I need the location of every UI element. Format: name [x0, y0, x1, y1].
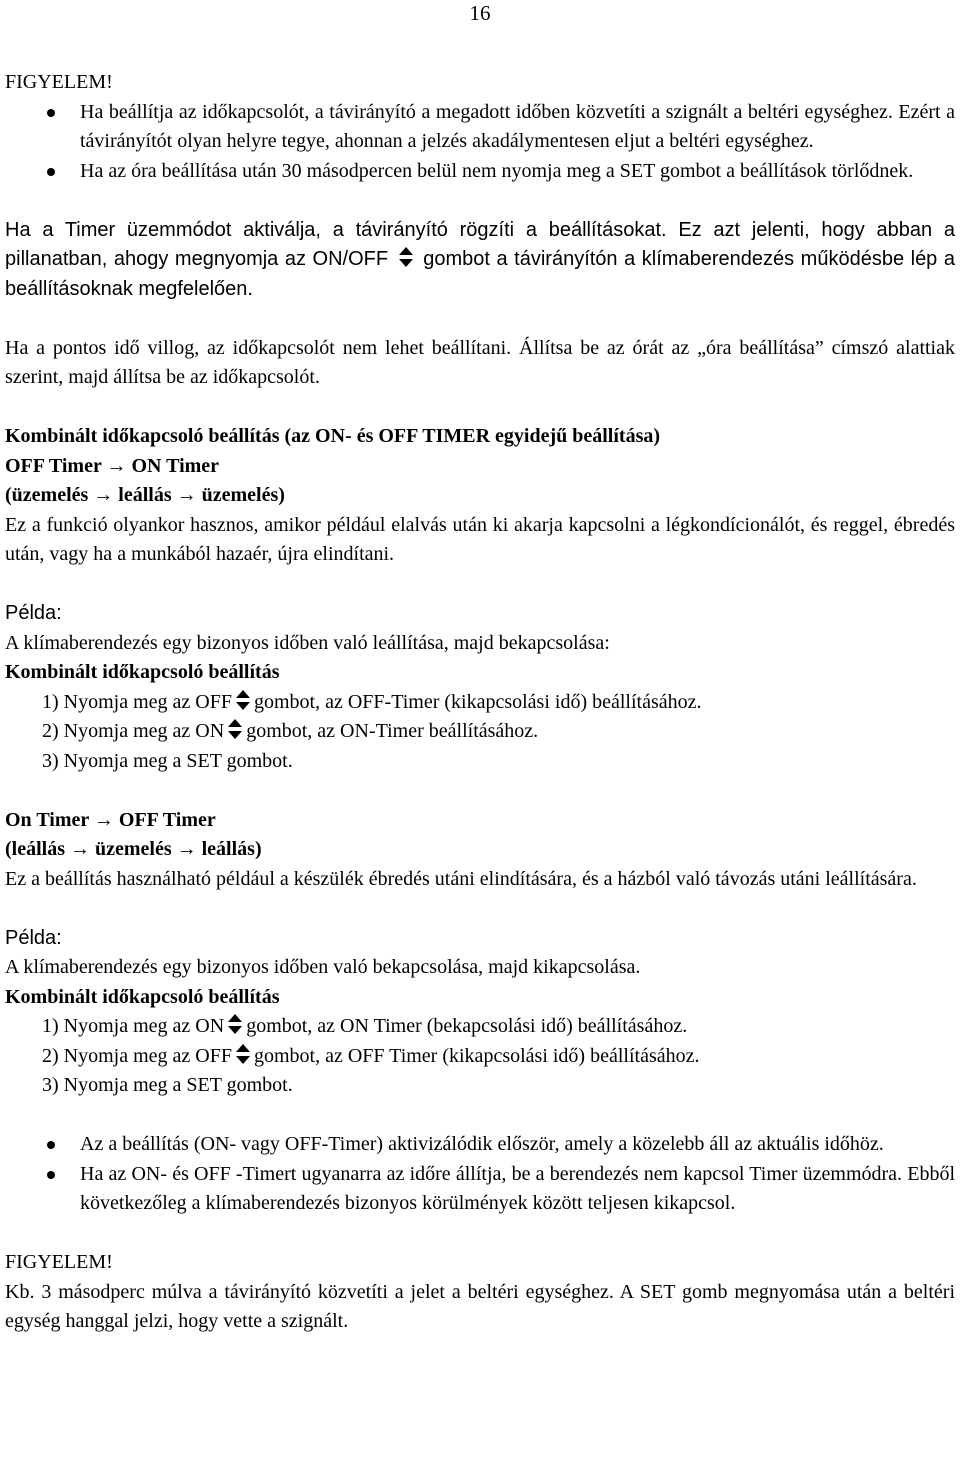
step-item	[5, 1071, 955, 1101]
on-off-timer-section	[5, 806, 955, 895]
document-body	[5, 68, 955, 1337]
clock-blink-paragraph: Ha a pontos idő villog, az időkapcsolót nem lehet beállítani. Állítsa be az órát az „óra beállítása” címszó alattiak szerint, majd állítsa be az időkapcsolót.	[5, 336, 955, 388]
up-down-arrow-icon	[226, 1013, 244, 1035]
step-number: 2)	[42, 720, 59, 742]
step-text-after: gombot, az ON Timer (bekapcsolási idő) beállításához.	[246, 1015, 688, 1037]
combined-subheading-2: (üzemelés → leállás → üzemelés)	[5, 484, 285, 506]
bullet-text: Ha beállítja az időkapcsolót, a távirányító a megadott időben közvetíti a szignált a beltéri egységhez. Ezért a távirányítót olyan helyre tegye, ahonnan a jelzés akadálymentesen eljut a beltéri egységhez.	[80, 100, 955, 152]
step-text-after: gombot, az ON-Timer beállításához.	[246, 720, 539, 742]
step-item	[5, 1042, 955, 1072]
step-item	[5, 688, 955, 718]
step-number: 2)	[42, 1044, 59, 1067]
warning-text: Kb. 3 másodperc múlva a távirányító közvetíti a jelet a beltéri egységhez. A SET gomb megnyomása után a beltéri egység hanggal jelzi, hogy vette a szignált.	[5, 1280, 955, 1332]
bullet-icon	[47, 168, 55, 176]
notes-bullet-list	[5, 1130, 955, 1219]
up-down-arrow-icon	[226, 718, 244, 740]
step-list	[5, 688, 955, 777]
warning-section-1	[5, 68, 955, 186]
step-item	[5, 717, 955, 747]
on-off-subheading-1: On Timer → OFF Timer	[5, 808, 216, 831]
step-list	[5, 1012, 955, 1101]
page-number: 16	[469, 1, 491, 25]
bullet-item	[5, 1130, 955, 1160]
step-number: 1)	[42, 1015, 59, 1037]
example-heading: Kombinált időkapcsoló beállítás	[5, 661, 280, 683]
step-text-before: Nyomja meg az OFF	[63, 690, 232, 713]
example-label: Példa:	[5, 926, 62, 949]
up-down-arrow-icon	[397, 246, 415, 268]
up-down-arrow-icon	[234, 1043, 252, 1065]
example-label: Példa:	[5, 602, 62, 624]
warning-title: FIGYELEM!	[5, 1251, 113, 1273]
bullet-item	[5, 98, 955, 157]
on-off-description: Ez a beállítás használható például a készülék ébredés utáni elindítására, és a házból való távozás utáni leállítására.	[5, 867, 917, 890]
on-off-subheading-2: (leállás → üzemelés → leállás)	[5, 838, 262, 860]
bullet-text: Ha az ON- és OFF -Timert ugyanarra az időre állítja, be a berendezés nem kapcsol Timer üzemmódra. Ebből következőleg a klímaberendezés bizonyos körülmények között teljesen kikapcsol.	[80, 1162, 955, 1214]
step-number: 3)	[42, 749, 59, 772]
step-text-before: Nyomja meg az ON	[63, 720, 225, 742]
example-intro: A klímaberendezés egy bizonyos időben való bekapcsolása, majd kikapcsolása.	[5, 956, 641, 978]
combined-description: Ez a funkció olyankor hasznos, amikor például elalvás után ki akarja kapcsolni a légkondícionálót, és reggel, ébredés után, vagy ha a munkából hazaér, újra elindítani.	[5, 513, 955, 565]
example-section-1	[5, 599, 955, 776]
step-text-before: Nyomja meg az OFF	[63, 1044, 232, 1067]
warning-section-2	[5, 1248, 955, 1337]
step-item	[5, 1012, 955, 1042]
timer-text-after: gombot a távirányítón a klímaberendezés működésbe lép a beállításoknak megfelelően.	[5, 248, 955, 300]
combined-heading: Kombinált időkapcsoló beállítás (az ON- és OFF TIMER egyidejű beállítása)	[5, 425, 661, 447]
combined-subheading-1: OFF Timer → ON Timer	[5, 454, 220, 477]
step-text-before: Nyomja meg a SET gombot.	[63, 1074, 293, 1096]
bullet-icon	[47, 1171, 55, 1179]
step-text-before: Nyomja meg az ON	[63, 1015, 225, 1037]
bullet-text: Ha az óra beállítása után 30 másodpercen belül nem nyomja meg a SET gombot a beállítások törlődnek.	[80, 159, 914, 182]
step-item	[5, 747, 955, 777]
bullet-item	[5, 1160, 955, 1219]
bullet-icon	[47, 1141, 55, 1149]
timer-mode-paragraph	[5, 216, 955, 305]
warning-bullet-list	[5, 98, 955, 187]
combined-timer-section	[5, 422, 955, 570]
step-text-after: gombot, az OFF Timer (kikapcsolási idő) beállításához.	[253, 1044, 700, 1067]
example-heading: Kombinált időkapcsoló beállítás	[5, 985, 280, 1008]
bullet-item	[5, 157, 955, 187]
warning-title: FIGYELEM!	[5, 71, 113, 93]
bullet-icon	[47, 109, 55, 117]
up-down-arrow-icon	[234, 689, 252, 711]
step-text-after: gombot, az OFF-Timer (kikapcsolási idő) beállításához.	[253, 690, 702, 713]
step-text-before: Nyomja meg a SET gombot.	[63, 749, 293, 772]
example-intro: A klímaberendezés egy bizonyos időben való leállítása, majd bekapcsolása:	[5, 631, 610, 654]
timer-text-before: Ha a Timer üzemmódot aktiválja, a távirányító rögzíti a beállításokat. Ez azt jelenti, hogy abban a pillanatban, ahogy megnyomja az ON/OFF	[5, 218, 955, 270]
step-number: 3)	[42, 1074, 59, 1096]
bullet-text: Az a beállítás (ON- vagy OFF-Timer) aktivizálódik először, amely a közelebb áll az aktuális időhöz.	[80, 1133, 884, 1155]
example-section-2	[5, 924, 955, 1101]
step-number: 1)	[42, 690, 59, 713]
